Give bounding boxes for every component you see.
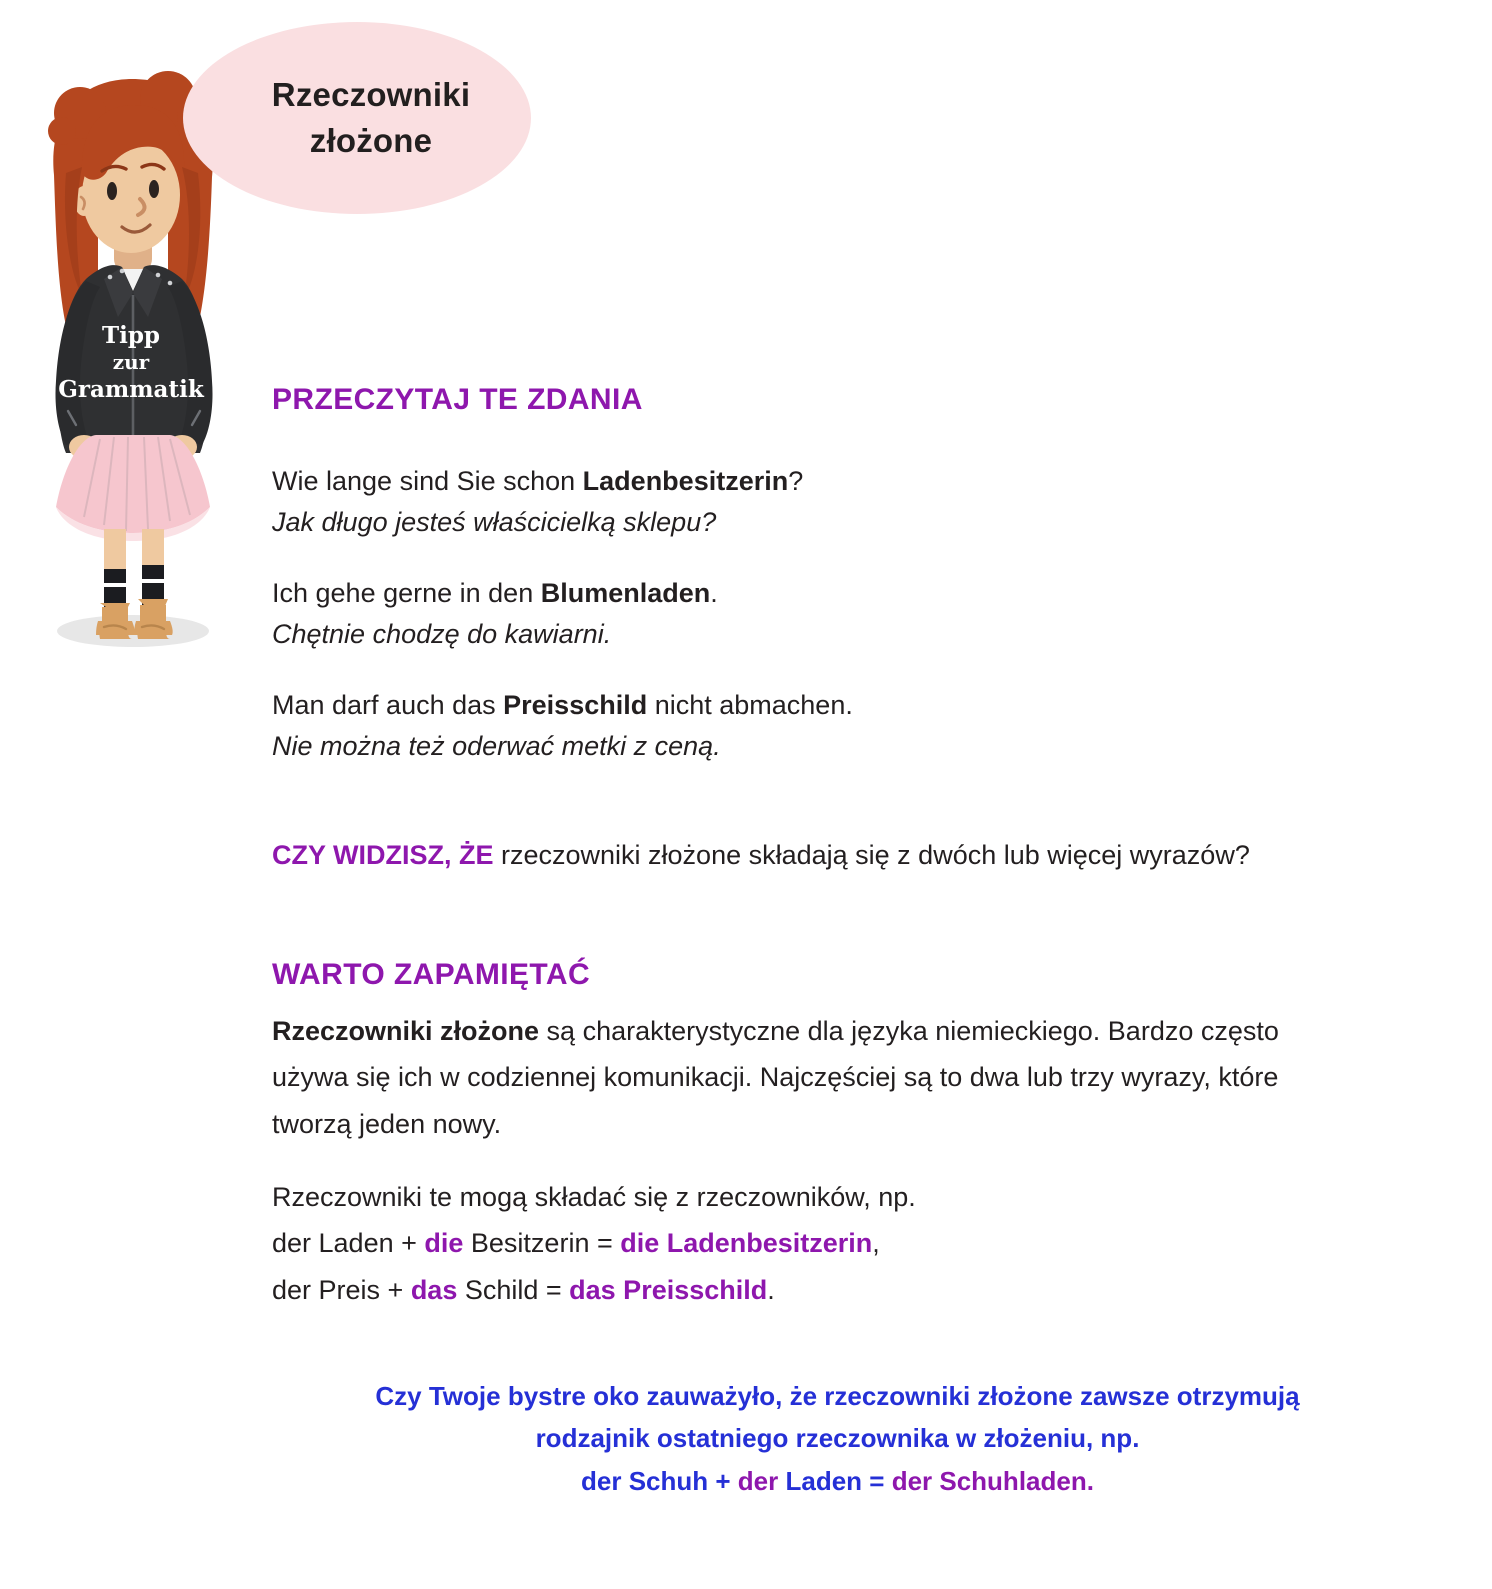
speech-bubble-text [183, 22, 531, 214]
polish-translation: Chętnie chodzę do kawiarni. [272, 619, 612, 650]
german-text-before: Ich gehe gerne in den [272, 578, 541, 609]
speech-bubble-line-2: złożone [309, 122, 433, 159]
german-sentence [272, 573, 1362, 614]
eye-right [149, 180, 159, 198]
closing-line-1: Czy Twoje bystre oko zauważyło, że rzeczowniki złożone zawsze otrzymują [375, 1381, 1300, 1412]
remember-paragraph-bold: Rzeczowniki złożone [272, 1015, 540, 1046]
german-text-after: . [710, 578, 718, 609]
speech-bubble [183, 22, 531, 214]
skirt [56, 435, 210, 533]
sentence-pair [272, 685, 1362, 767]
jacket-stud [108, 275, 113, 280]
example-part-3: , [872, 1228, 880, 1259]
jacket-line-3: Grammatik [58, 376, 204, 403]
closing-result: der Schuhladen [891, 1465, 1087, 1496]
examples-intro: Rzeczowniki te mogą składać się z rzeczowników, np. [272, 1182, 916, 1212]
sock-stripe-left [104, 583, 126, 587]
polish-translation: Nie można też oderwać metki z ceną. [272, 731, 721, 762]
example-part-3: . [767, 1274, 775, 1305]
remember-heading: WARTO ZAPAMIĘTAĆ [272, 957, 591, 991]
polish-translation: Jak długo jesteś właścicielką sklepu? [272, 507, 717, 538]
example-part-2: Besitzerin = [463, 1228, 621, 1259]
german-compound-noun: Ladenbesitzerin [582, 466, 789, 496]
example-part-2: Schild = [457, 1274, 570, 1305]
jacket-line-2: zur [112, 350, 150, 374]
example-line [272, 1220, 1362, 1266]
closing-line-3 [280, 1460, 1395, 1502]
german-sentence [272, 461, 1362, 502]
closing-word-1: der Schuh + [581, 1465, 738, 1496]
observation-lead: CZY WIDZISZ, ŻE [272, 840, 494, 871]
remember-paragraph-rest: są charakterystyczne dla języka niemieckiego. Bardzo często używa się ich w codziennej komunikacji. Najczęściej są to dwa lub trzy wyrazy, które tworzą jeden nowy. [272, 1015, 1279, 1139]
example-result: das Preisschild [569, 1274, 768, 1305]
boot-right-foot [134, 621, 173, 635]
example-part-1: der Preis + [272, 1274, 411, 1305]
german-compound-noun: Blumenladen [540, 578, 711, 609]
example-article: die [424, 1228, 464, 1259]
german-sentence [272, 685, 1362, 726]
hair-bun-left-small [48, 117, 76, 145]
eye-left [107, 182, 117, 200]
closing-article: der [737, 1465, 779, 1496]
lesson-content [272, 383, 1362, 1502]
jacket-stud [168, 281, 173, 286]
closing-note [280, 1375, 1395, 1501]
example-article: das [410, 1274, 458, 1305]
observation-note [272, 835, 1362, 876]
example-part-1: der Laden + [272, 1228, 425, 1259]
example-line [272, 1267, 1362, 1313]
sentence-pair [272, 461, 1362, 543]
sock-stripe-right [142, 579, 164, 583]
example-result: die Ladenbesitzerin [620, 1228, 873, 1259]
closing-line-2: rodzajnik ostatniego rzeczownika w złożeniu, np. [535, 1423, 1140, 1454]
german-text-after: ? [788, 466, 804, 496]
jacket-stud [120, 269, 125, 274]
speech-bubble-line-1: Rzeczowniki [271, 75, 471, 113]
jacket-line-1: Tipp [101, 322, 161, 349]
observation-rest: rzeczowniki złożone składają się z dwóch lub więcej wyrazów? [493, 840, 1250, 871]
closing-word-2: Laden = [778, 1465, 892, 1496]
examples-block [272, 1174, 1362, 1313]
sentence-pair [272, 573, 1362, 655]
german-compound-noun: Preisschild [503, 690, 648, 721]
german-text-before: Wie lange sind Sie schon [272, 466, 583, 496]
jacket-stud [156, 273, 161, 278]
closing-period: . [1086, 1465, 1094, 1496]
read-sentences-heading: PRZECZYTAJ TE ZDANIA [272, 383, 643, 416]
german-text-before: Man darf auch das [272, 690, 504, 721]
remember-paragraph [272, 1008, 1362, 1147]
sentence-list [272, 461, 1362, 767]
boot-left-foot [96, 621, 135, 635]
german-text-after: nicht abmachen. [647, 690, 853, 721]
